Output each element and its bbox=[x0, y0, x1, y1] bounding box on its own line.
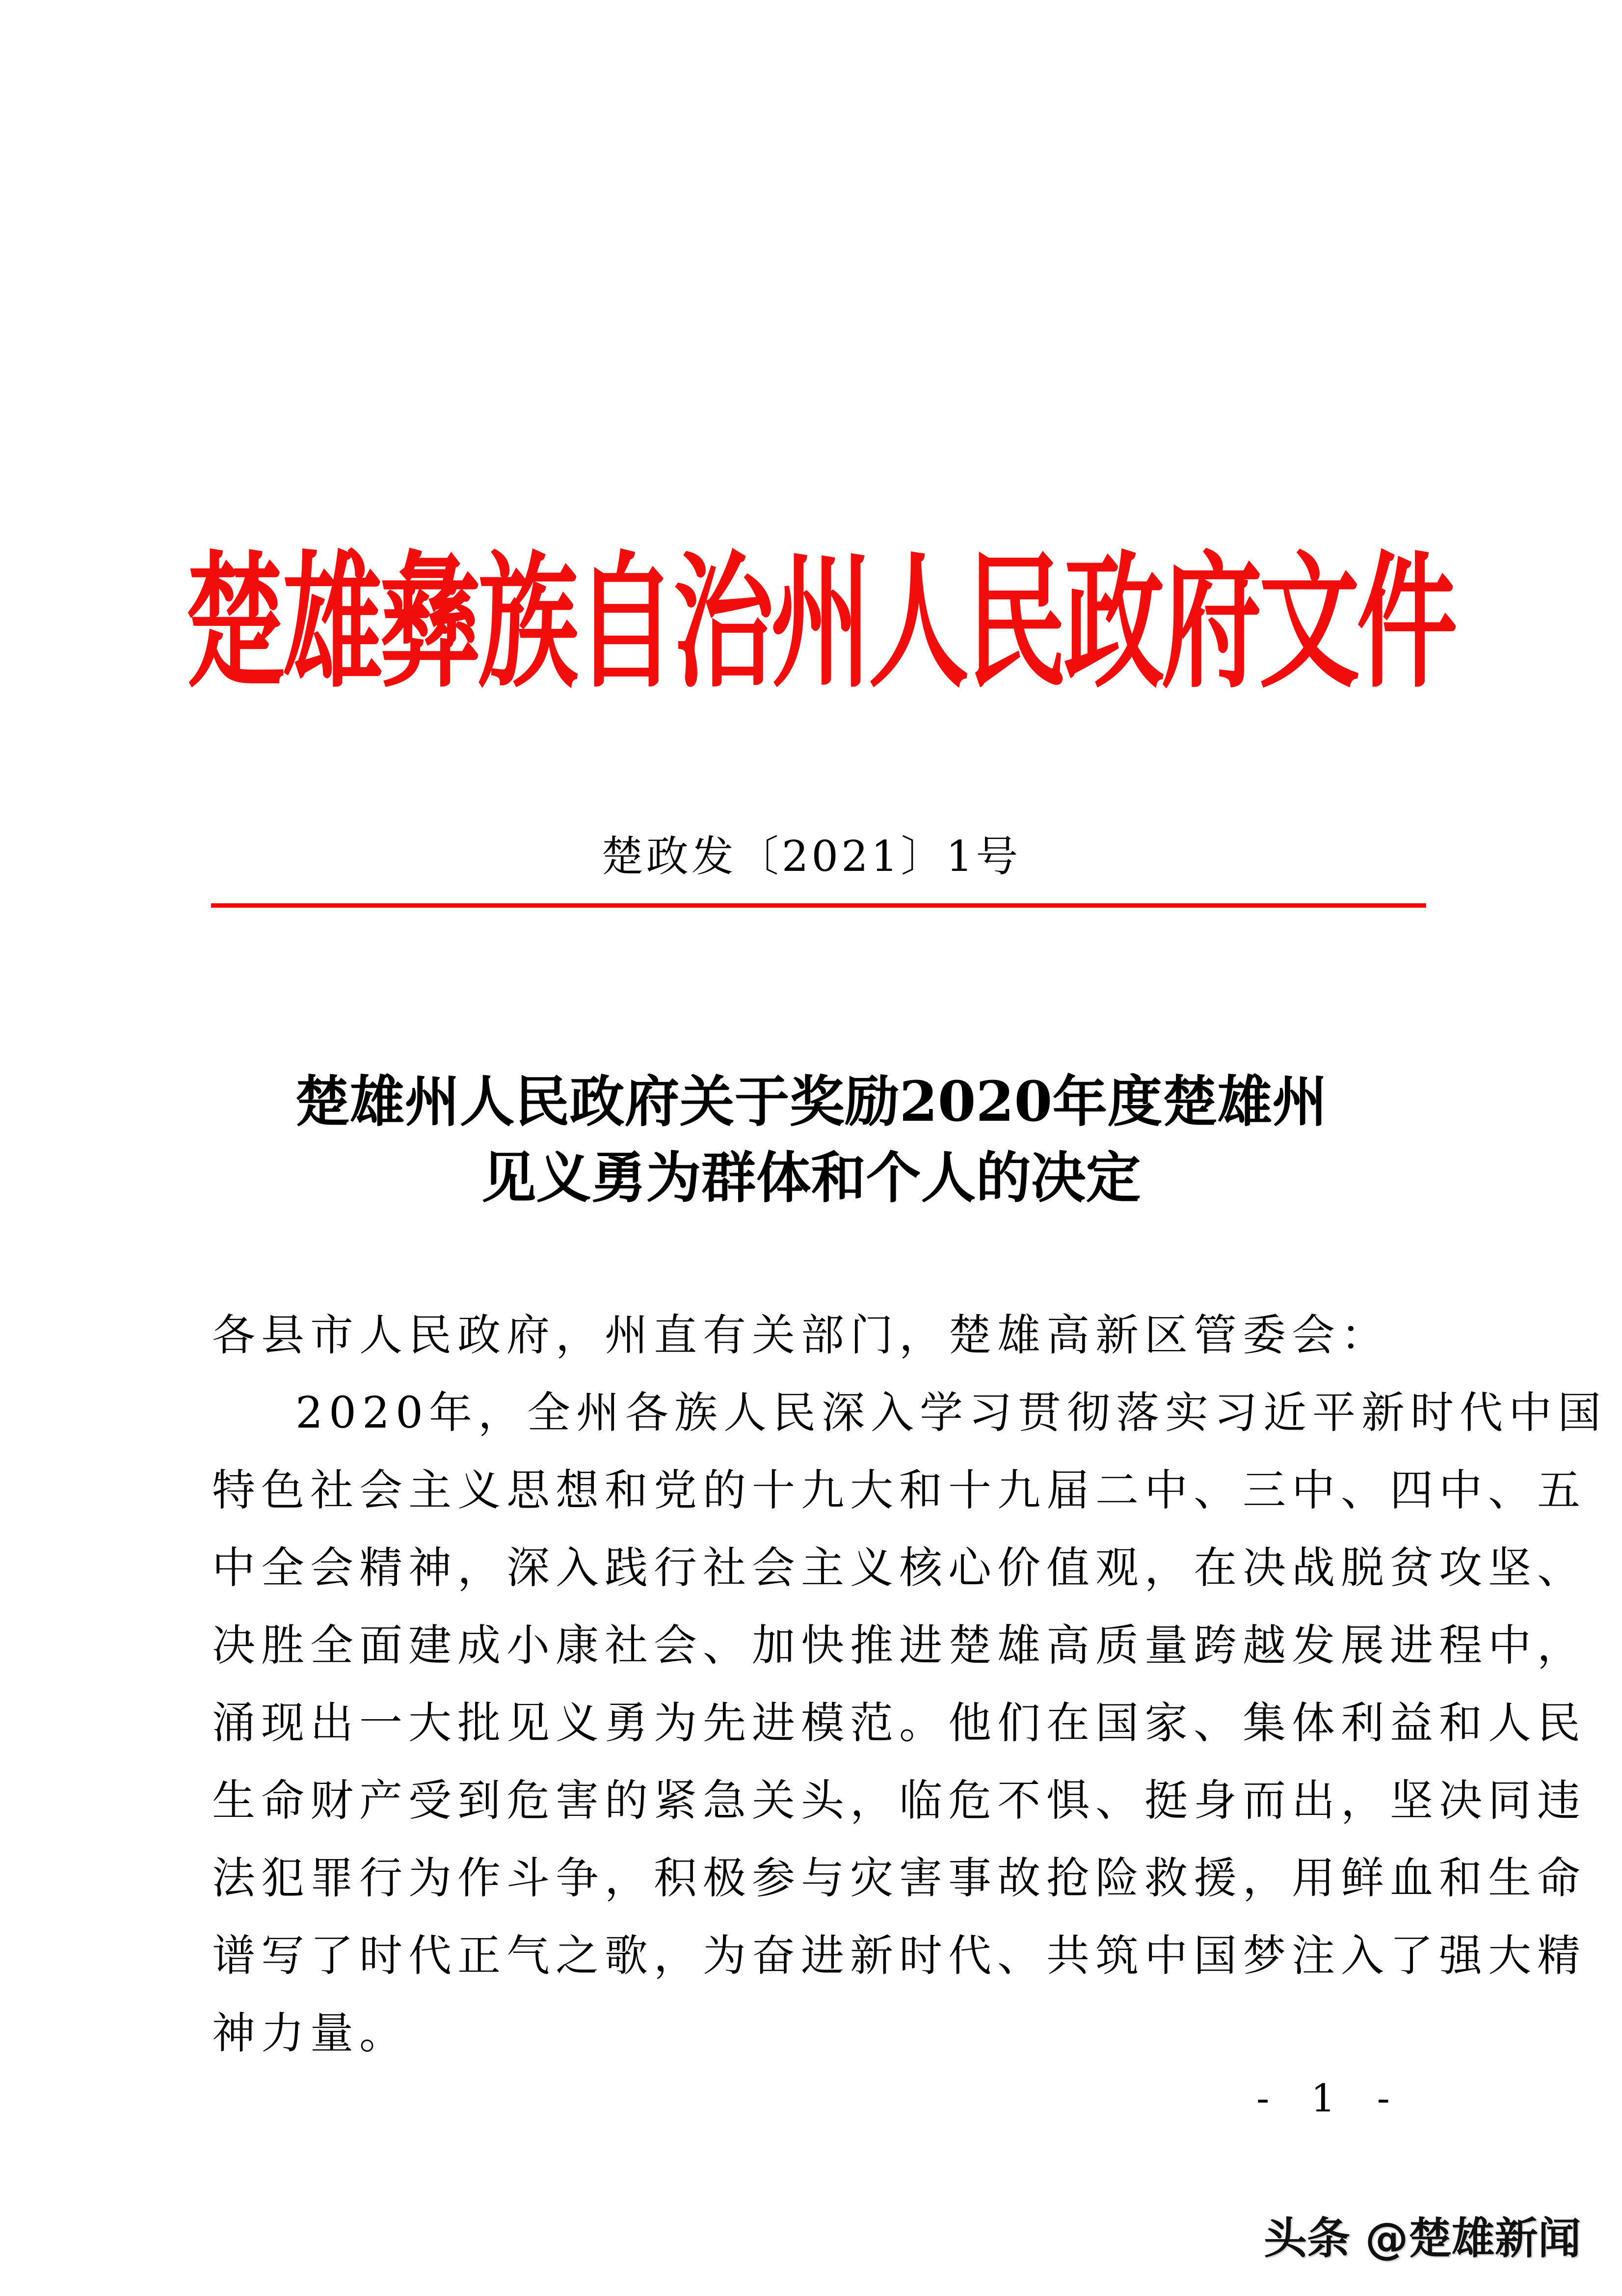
paragraph-line: 神力量。 bbox=[212, 2008, 409, 2058]
document-number: 楚政发〔2021〕1号 bbox=[601, 832, 1021, 881]
issuer-title: 楚雄彝族自治州人民政府文件 bbox=[185, 538, 1455, 708]
paragraph-line: 谱写了时代正气之歌，为奋进新时代、共筑中国梦注入了强大精 bbox=[212, 1930, 1587, 1981]
page-number: - 1 - bbox=[1256, 2077, 1405, 2121]
document-body bbox=[212, 1306, 1607, 2081]
paragraph-line: 特色社会主义思想和党的十九大和十九届二中、三中、四中、五 bbox=[212, 1465, 1587, 1515]
paragraph-line: 中全会精神，深入践行社会主义核心价值观，在决战脱贫攻坚、 bbox=[212, 1542, 1587, 1593]
paragraph-line: 决胜全面建成小康社会、加快推进楚雄高质量跨越发展进程中， bbox=[212, 1620, 1587, 1671]
issuer-header bbox=[185, 538, 1455, 708]
salutation: 各县市人民政府，州直有关部门，楚雄高新区管委会： bbox=[212, 1310, 1390, 1360]
paragraph-line: 生命财产受到危害的紧急关头，临危不惧、挺身而出，坚决同违 bbox=[212, 1775, 1587, 1826]
source-watermark: 头条 @楚雄新闻 bbox=[1264, 2213, 1581, 2264]
red-divider-line bbox=[211, 903, 1426, 908]
document-title-line-1: 楚雄州人民政府关于奖励2020年度楚雄州 bbox=[294, 1070, 1328, 1134]
paragraph-line: 法犯罪行为作斗争，积极参与灾害事故抢险救援，用鲜血和生命 bbox=[212, 1853, 1587, 1903]
paragraph-line: 涌现出一大批见义勇为先进模范。他们在国家、集体利益和人民 bbox=[212, 1698, 1587, 1748]
document-title-line-2: 见义勇为群体和个人的决定 bbox=[481, 1146, 1141, 1210]
paragraph-line: 2020年，全州各族人民深入学习贯彻落实习近平新时代中国 bbox=[295, 1387, 1607, 1438]
